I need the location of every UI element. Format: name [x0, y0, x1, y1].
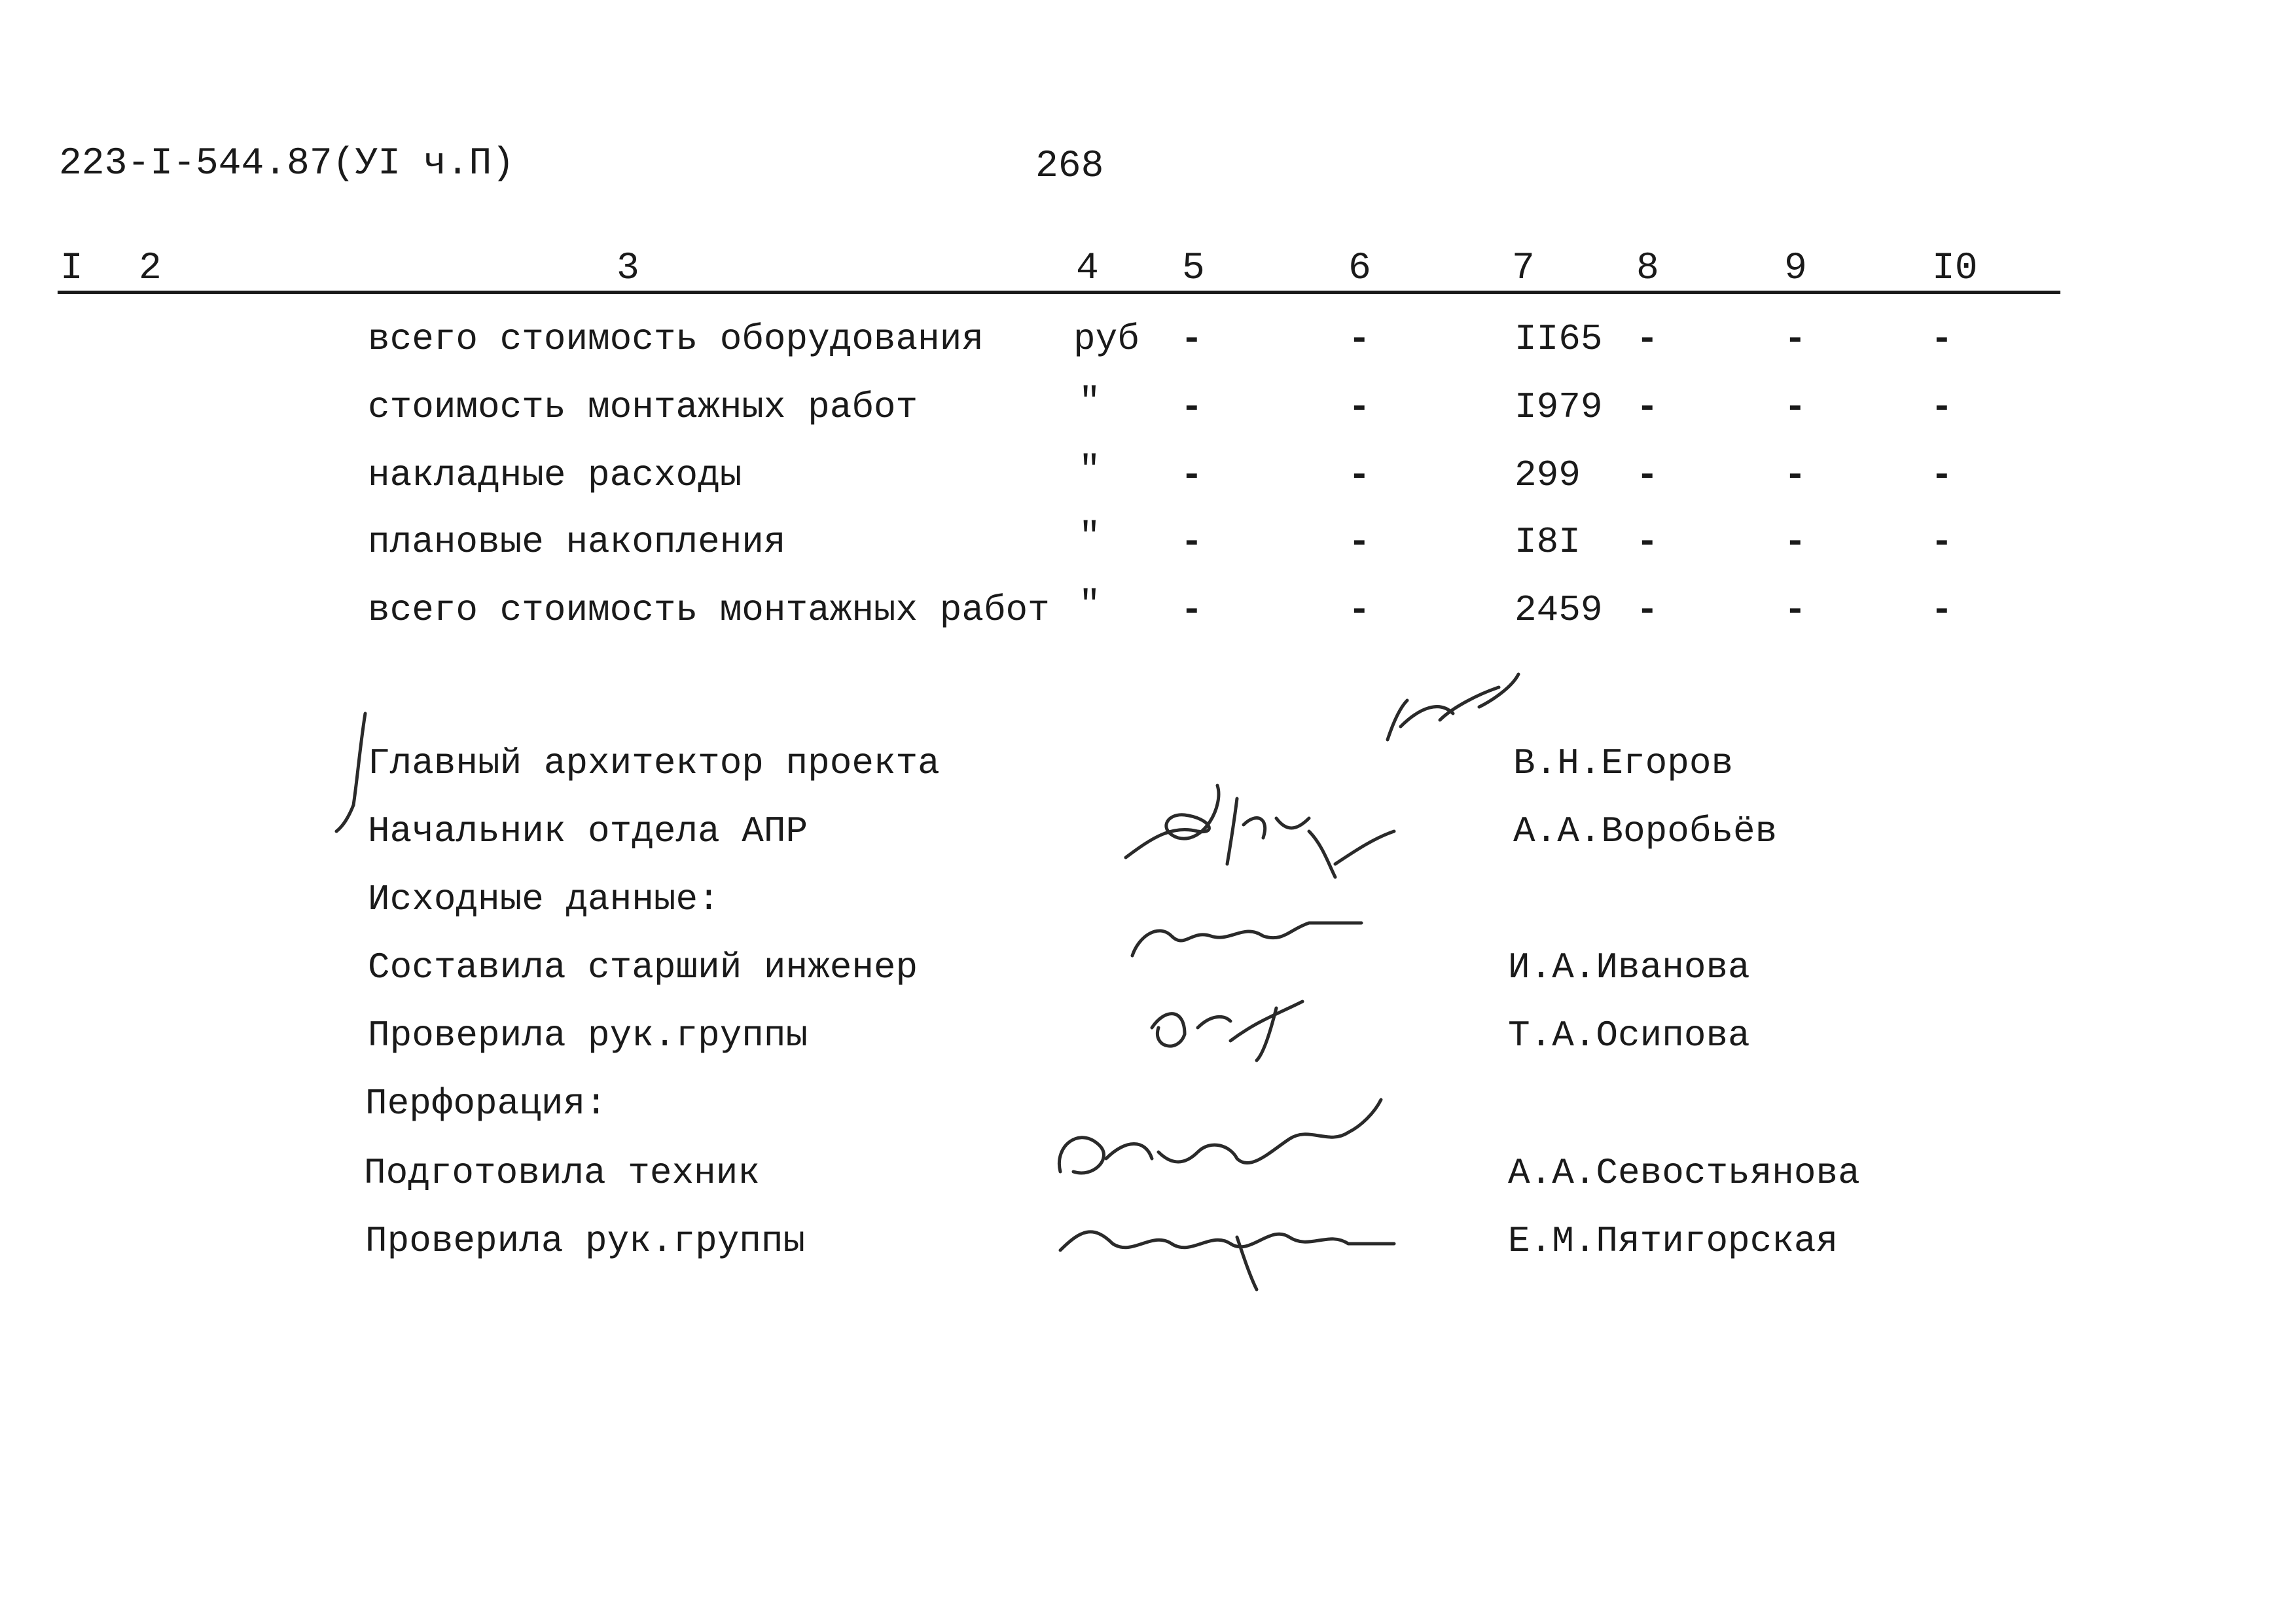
cell-col9: -: [1784, 521, 1806, 563]
cell-col5: -: [1181, 318, 1203, 360]
cell-col6: -: [1348, 454, 1371, 496]
signature-role: Проверила рук.группы: [368, 1015, 808, 1056]
column-number: 6: [1348, 247, 1371, 290]
unit-cell: руб: [1073, 318, 1139, 360]
column-number: 7: [1512, 247, 1535, 290]
signatory-name: Т.А.Осипова: [1508, 1015, 1750, 1056]
column-number: 5: [1182, 247, 1205, 290]
cell-col7: 2459: [1515, 589, 1603, 631]
signature-role: Начальник отдела АПР: [368, 810, 808, 852]
cell-col9: -: [1784, 589, 1806, 631]
handwritten-signature: [1041, 1074, 1407, 1296]
cell-col7: II65: [1515, 318, 1603, 360]
cell-col9: -: [1784, 386, 1806, 428]
column-number: 4: [1076, 247, 1099, 290]
handwritten-signature: [1113, 668, 1532, 877]
unit-cell: ": [1079, 381, 1101, 423]
cell-col9: -: [1784, 318, 1806, 360]
row-label: плановые накопления: [368, 521, 786, 563]
cell-col5: -: [1181, 386, 1203, 428]
page-number: 268: [1035, 145, 1104, 188]
margin-mark: [334, 707, 386, 838]
cell-col5: -: [1181, 454, 1203, 496]
cell-col10: -: [1931, 521, 1953, 563]
signature-role: Проверила рук.группы: [365, 1220, 806, 1262]
signature-role: Составила старший инженер: [368, 947, 918, 988]
cell-col7: 299: [1515, 454, 1581, 496]
signature-role: Главный архитектор проекта: [368, 742, 940, 784]
cell-col7: I979: [1515, 386, 1603, 428]
cell-col7: I8I: [1515, 521, 1581, 563]
cell-col9: -: [1784, 454, 1806, 496]
column-number: I: [60, 247, 83, 290]
cell-col8: -: [1636, 454, 1659, 496]
cell-col5: -: [1181, 589, 1203, 631]
row-label: всего стоимость оборудования: [368, 318, 984, 360]
cell-col8: -: [1636, 589, 1659, 631]
row-label: накладные расходы: [368, 454, 742, 496]
unit-cell: ": [1079, 449, 1101, 491]
column-number: 8: [1636, 247, 1659, 290]
cell-col6: -: [1348, 318, 1371, 360]
cell-col6: -: [1348, 386, 1371, 428]
cell-col5: -: [1181, 521, 1203, 563]
signatory-name: И.А.Иванова: [1508, 947, 1750, 988]
column-number: 2: [139, 247, 162, 290]
cell-col10: -: [1931, 454, 1953, 496]
cell-col6: -: [1348, 589, 1371, 631]
cell-col10: -: [1931, 589, 1953, 631]
cell-col10: -: [1931, 318, 1953, 360]
signatory-name: А.А.Воробьёв: [1513, 810, 1778, 852]
cell-col6: -: [1348, 521, 1371, 563]
signatory-name: А.А.Севостьянова: [1508, 1152, 1860, 1194]
signature-role: Подготовила техник: [364, 1152, 760, 1194]
header-rule: [58, 291, 2060, 294]
cell-col8: -: [1636, 521, 1659, 563]
column-number: 3: [617, 247, 639, 290]
column-number: I0: [1932, 247, 1978, 290]
cell-col10: -: [1931, 386, 1953, 428]
row-label: стоимость монтажных работ: [368, 386, 918, 428]
section-label: Исходные данные:: [368, 878, 720, 920]
unit-cell: ": [1079, 584, 1101, 626]
column-number: 9: [1784, 247, 1807, 290]
signatory-name: В.Н.Егоров: [1513, 742, 1734, 784]
signatory-name: Е.М.Пятигорская: [1508, 1220, 1839, 1262]
unit-cell: ": [1079, 516, 1101, 558]
cell-col8: -: [1636, 386, 1659, 428]
row-label: всего стоимость монтажных работ: [368, 589, 1050, 631]
handwritten-signature: [1113, 897, 1388, 1067]
document-code: 223-I-544.87(УI ч.П): [59, 143, 515, 185]
section-label: Перфорация:: [365, 1083, 607, 1125]
cell-col8: -: [1636, 318, 1659, 360]
